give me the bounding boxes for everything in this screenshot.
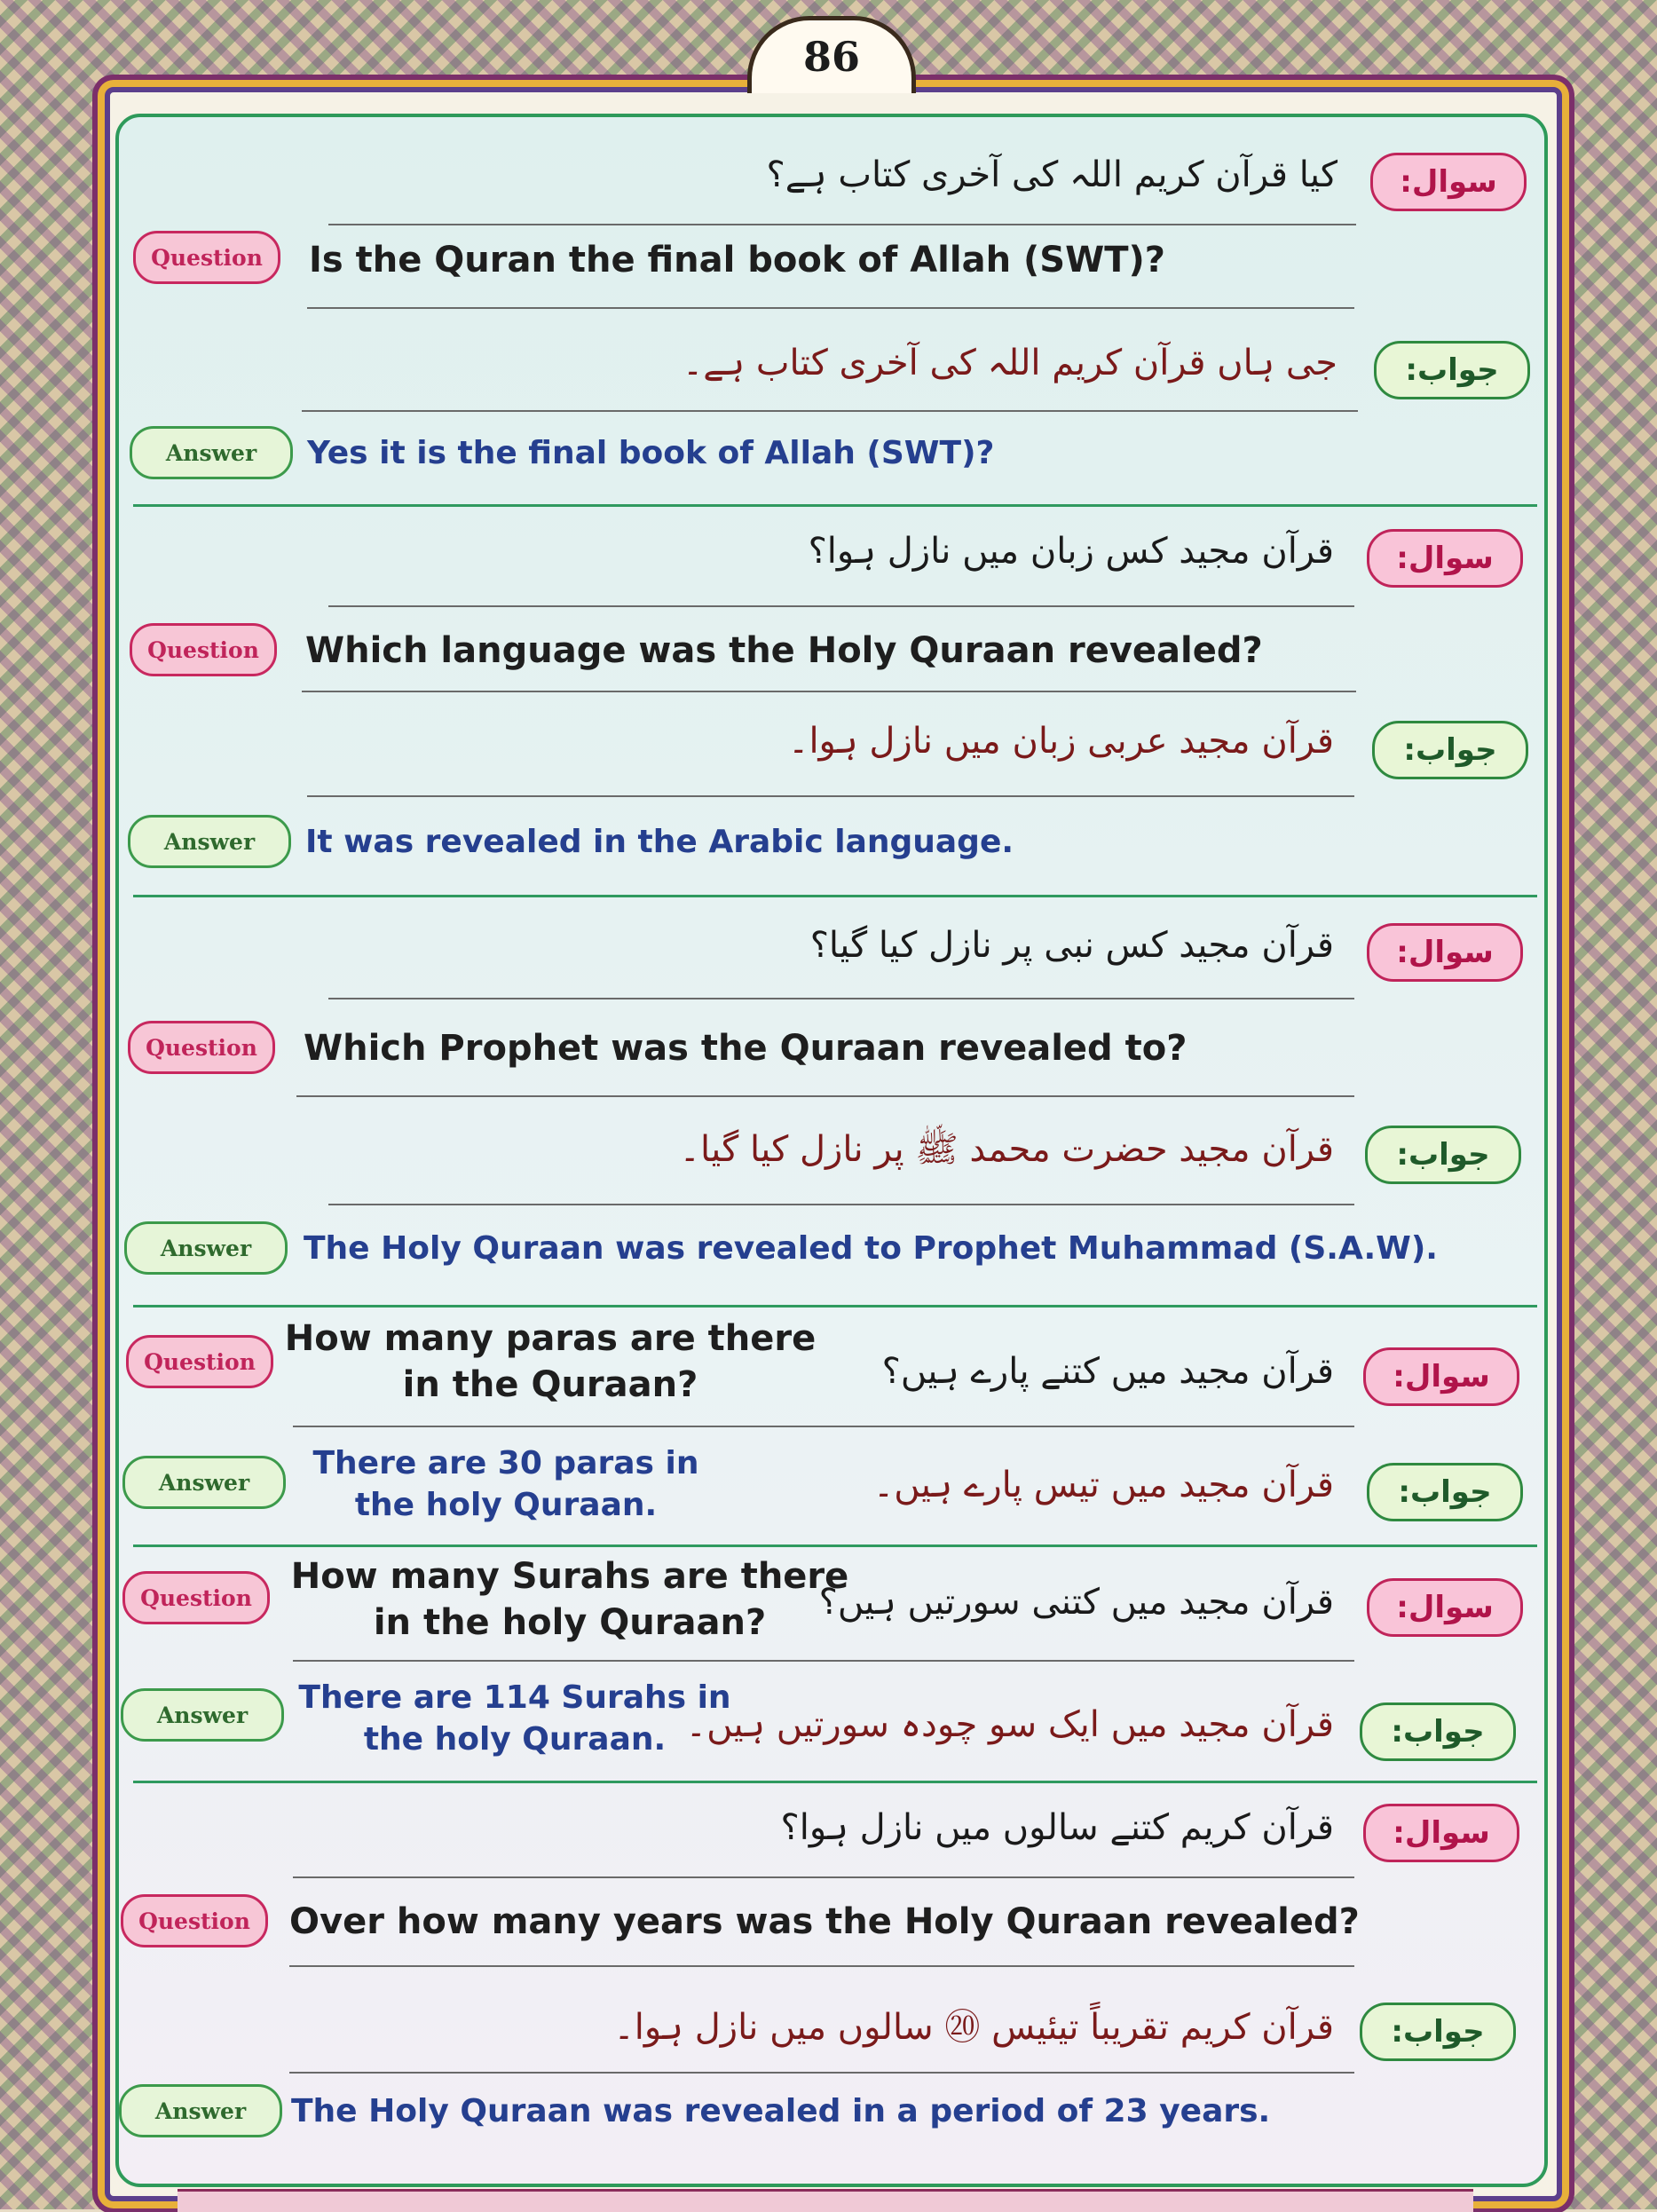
rule xyxy=(302,691,1356,692)
answer-badge: Answer xyxy=(130,426,293,479)
rule xyxy=(307,307,1354,309)
english-question-5: How many Surahs are there in the holy Quraan? xyxy=(290,1556,849,1643)
english-answer-6: The Holy Quraan was revealed in a period of 23 years. xyxy=(291,2093,1271,2129)
urdu-answer-badge: جواب: xyxy=(1374,341,1530,399)
question-badge: Question xyxy=(121,1894,268,1947)
urdu-answer-badge: جواب: xyxy=(1365,1126,1521,1184)
rule xyxy=(328,605,1354,607)
section-divider xyxy=(133,1781,1537,1783)
rule xyxy=(293,1660,1354,1662)
rule xyxy=(293,1876,1354,1878)
section-divider xyxy=(133,1305,1537,1307)
rule xyxy=(289,1965,1354,1967)
english-question-4: How many paras are there in the Quraan? xyxy=(284,1318,817,1405)
bottom-band xyxy=(178,2189,1473,2212)
english-question-1: Is the Quran the final book of Allah (SWT)? xyxy=(309,240,1165,280)
urdu-question-4: قرآن مجید میں کتنے پارے ہیں؟ xyxy=(881,1351,1334,1392)
urdu-question-badge: سوال: xyxy=(1363,1347,1519,1406)
question-badge: Question xyxy=(128,1021,275,1074)
answer-badge: Answer xyxy=(124,1221,288,1275)
english-answer-4: There are 30 paras in the holy Quraan. xyxy=(312,1445,699,1523)
rule xyxy=(328,224,1356,225)
urdu-answer-2: قرآن مجید عربی زبان میں نازل ہوا۔ xyxy=(788,721,1334,762)
answer-badge: Answer xyxy=(122,1456,286,1509)
english-answer-1: Yes it is the final book of Allah (SWT)? xyxy=(307,435,995,471)
rule xyxy=(328,998,1354,999)
urdu-answer-badge: جواب: xyxy=(1372,721,1528,779)
urdu-question-badge: سوال: xyxy=(1370,153,1527,211)
urdu-answer-5: قرآن مجید میں ایک سو چودہ سورتیں ہیں۔ xyxy=(685,1704,1334,1745)
question-badge: Question xyxy=(126,1335,273,1388)
answer-badge: Answer xyxy=(119,2084,282,2137)
page-number: 86 xyxy=(747,16,916,93)
question-badge: Question xyxy=(130,623,277,676)
urdu-answer-3: قرآن مجید حضرت محمد ﷺ پر نازل کیا گیا۔ xyxy=(679,1129,1334,1170)
rule xyxy=(328,1204,1354,1205)
section-divider xyxy=(133,1544,1537,1547)
english-question-3: Which Prophet was the Quraan revealed to? xyxy=(304,1028,1188,1069)
urdu-question-1: کیا قرآن کریم اللہ کی آخری کتاب ہے؟ xyxy=(766,154,1337,195)
rule xyxy=(307,795,1354,797)
urdu-question-5: قرآن مجید میں کتنی سورتیں ہیں؟ xyxy=(818,1582,1334,1623)
rule xyxy=(293,1426,1354,1427)
urdu-question-6: قرآن کریم کتنے سالوں میں نازل ہوا؟ xyxy=(780,1807,1334,1848)
answer-badge: Answer xyxy=(121,1688,284,1742)
english-question-2: Which language was the Holy Quraan revealed? xyxy=(305,630,1263,671)
urdu-question-badge: سوال: xyxy=(1363,1804,1519,1862)
section-divider xyxy=(133,895,1537,897)
urdu-answer-6: قرآن کریم تقریباً تیئیس ⑳ سالوں میں نازل ہوا۔ xyxy=(613,2007,1334,2048)
urdu-answer-badge: جواب: xyxy=(1360,1702,1516,1761)
rule xyxy=(296,1095,1354,1097)
urdu-answer-badge: جواب: xyxy=(1367,1463,1523,1521)
urdu-question-badge: سوال: xyxy=(1367,529,1523,588)
rule xyxy=(302,410,1358,412)
urdu-answer-4: قرآن مجید میں تیس پارے ہیں۔ xyxy=(872,1465,1334,1505)
urdu-question-3: قرآن مجید کس نبی پر نازل کیا گیا؟ xyxy=(809,925,1334,966)
urdu-answer-badge: جواب: xyxy=(1360,2003,1516,2061)
urdu-question-2: قرآن مجید کس زبان میں نازل ہوا؟ xyxy=(808,531,1334,572)
english-answer-2: It was revealed in the Arabic language. xyxy=(305,824,1014,860)
question-badge: Question xyxy=(122,1571,270,1624)
english-question-6: Over how many years was the Holy Quraan revealed? xyxy=(289,1901,1360,1942)
english-answer-3: The Holy Quraan was revealed to Prophet Muhammad (S.A.W). xyxy=(304,1230,1438,1267)
urdu-answer-1: جی ہاں قرآن کریم اللہ کی آخری کتاب ہے۔ xyxy=(682,343,1337,383)
section-divider xyxy=(133,504,1537,507)
answer-badge: Answer xyxy=(128,815,291,868)
english-answer-5: There are 114 Surahs in the holy Quraan. xyxy=(298,1679,731,1758)
urdu-question-badge: سوال: xyxy=(1367,1578,1523,1637)
question-badge: Question xyxy=(133,231,280,284)
urdu-question-badge: سوال: xyxy=(1367,923,1523,982)
rule xyxy=(289,2072,1354,2074)
